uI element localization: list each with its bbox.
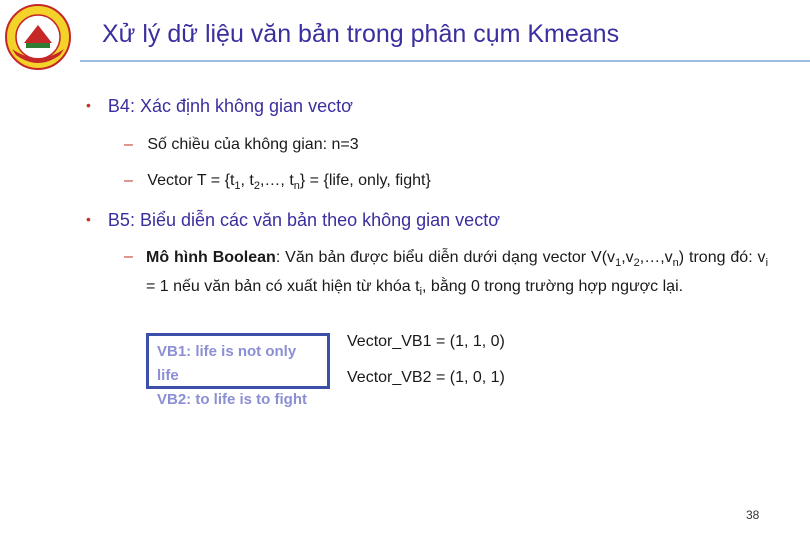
para-text: , bằng 0 trong trường hợp ngược lại. xyxy=(422,278,684,296)
sub-item-vector-t xyxy=(124,172,431,192)
sub-item-boolean-dash xyxy=(124,248,143,266)
para-text: = 1 nếu văn bản có xuất hiện từ khóa t xyxy=(146,278,420,296)
subscript: 2 xyxy=(633,257,640,270)
document-vb1: VB1: life is not only life xyxy=(157,343,297,384)
boolean-model-label: Mô hình Boolean xyxy=(146,249,276,266)
page-number: 38 xyxy=(746,508,760,522)
vector-t-post: } = {life, only, fight} xyxy=(299,172,431,189)
dash-icon: – xyxy=(124,136,133,153)
university-logo xyxy=(4,3,72,71)
vector-t-mid1: , t xyxy=(240,172,254,189)
title-divider xyxy=(80,60,810,62)
subscript: 1 xyxy=(234,180,241,193)
bullet-dot-icon: • xyxy=(86,97,91,113)
subscript: n xyxy=(672,257,679,270)
dash-icon: – xyxy=(124,248,133,265)
bullet-b5 xyxy=(86,210,500,231)
document-vb2: VB2: to life is to fight xyxy=(157,391,307,408)
bullet-text: B5: Biểu diễn các văn bản theo không gian vectơ xyxy=(107,210,500,230)
subscript: i xyxy=(765,257,769,270)
subscript: i xyxy=(419,286,423,299)
vector-t-pre: Vector T = {t xyxy=(147,172,235,189)
bullet-b4 xyxy=(86,96,353,117)
documents-box xyxy=(146,333,330,408)
subscript: 2 xyxy=(253,180,260,193)
bullet-text: B4: Xác định không gian vectơ xyxy=(107,96,353,116)
bullet-dot-icon: • xyxy=(86,211,91,227)
para-text: ,v xyxy=(621,249,634,266)
sub-item-text: Số chiều của không gian: n=3 xyxy=(147,136,359,153)
subscript: n xyxy=(293,180,300,193)
subscript: 1 xyxy=(615,257,622,270)
vector-vb2: Vector_VB2 = (1, 0, 1) xyxy=(347,369,505,386)
boolean-model-paragraph xyxy=(146,246,768,304)
para-text: : Văn bản được biểu diễn dưới dạng vector V(v xyxy=(275,249,616,266)
vector-t-mid2: ,…, t xyxy=(259,172,294,189)
vector-vb1: Vector_VB1 = (1, 1, 0) xyxy=(347,333,505,350)
slide-title: Xử lý dữ liệu văn bản trong phân cụm Kmeans xyxy=(102,20,620,48)
sub-item-dimension xyxy=(124,136,359,154)
para-text: ) trong đó: v xyxy=(678,249,766,266)
dash-icon: – xyxy=(124,172,133,189)
para-text: ,…,v xyxy=(639,249,673,266)
